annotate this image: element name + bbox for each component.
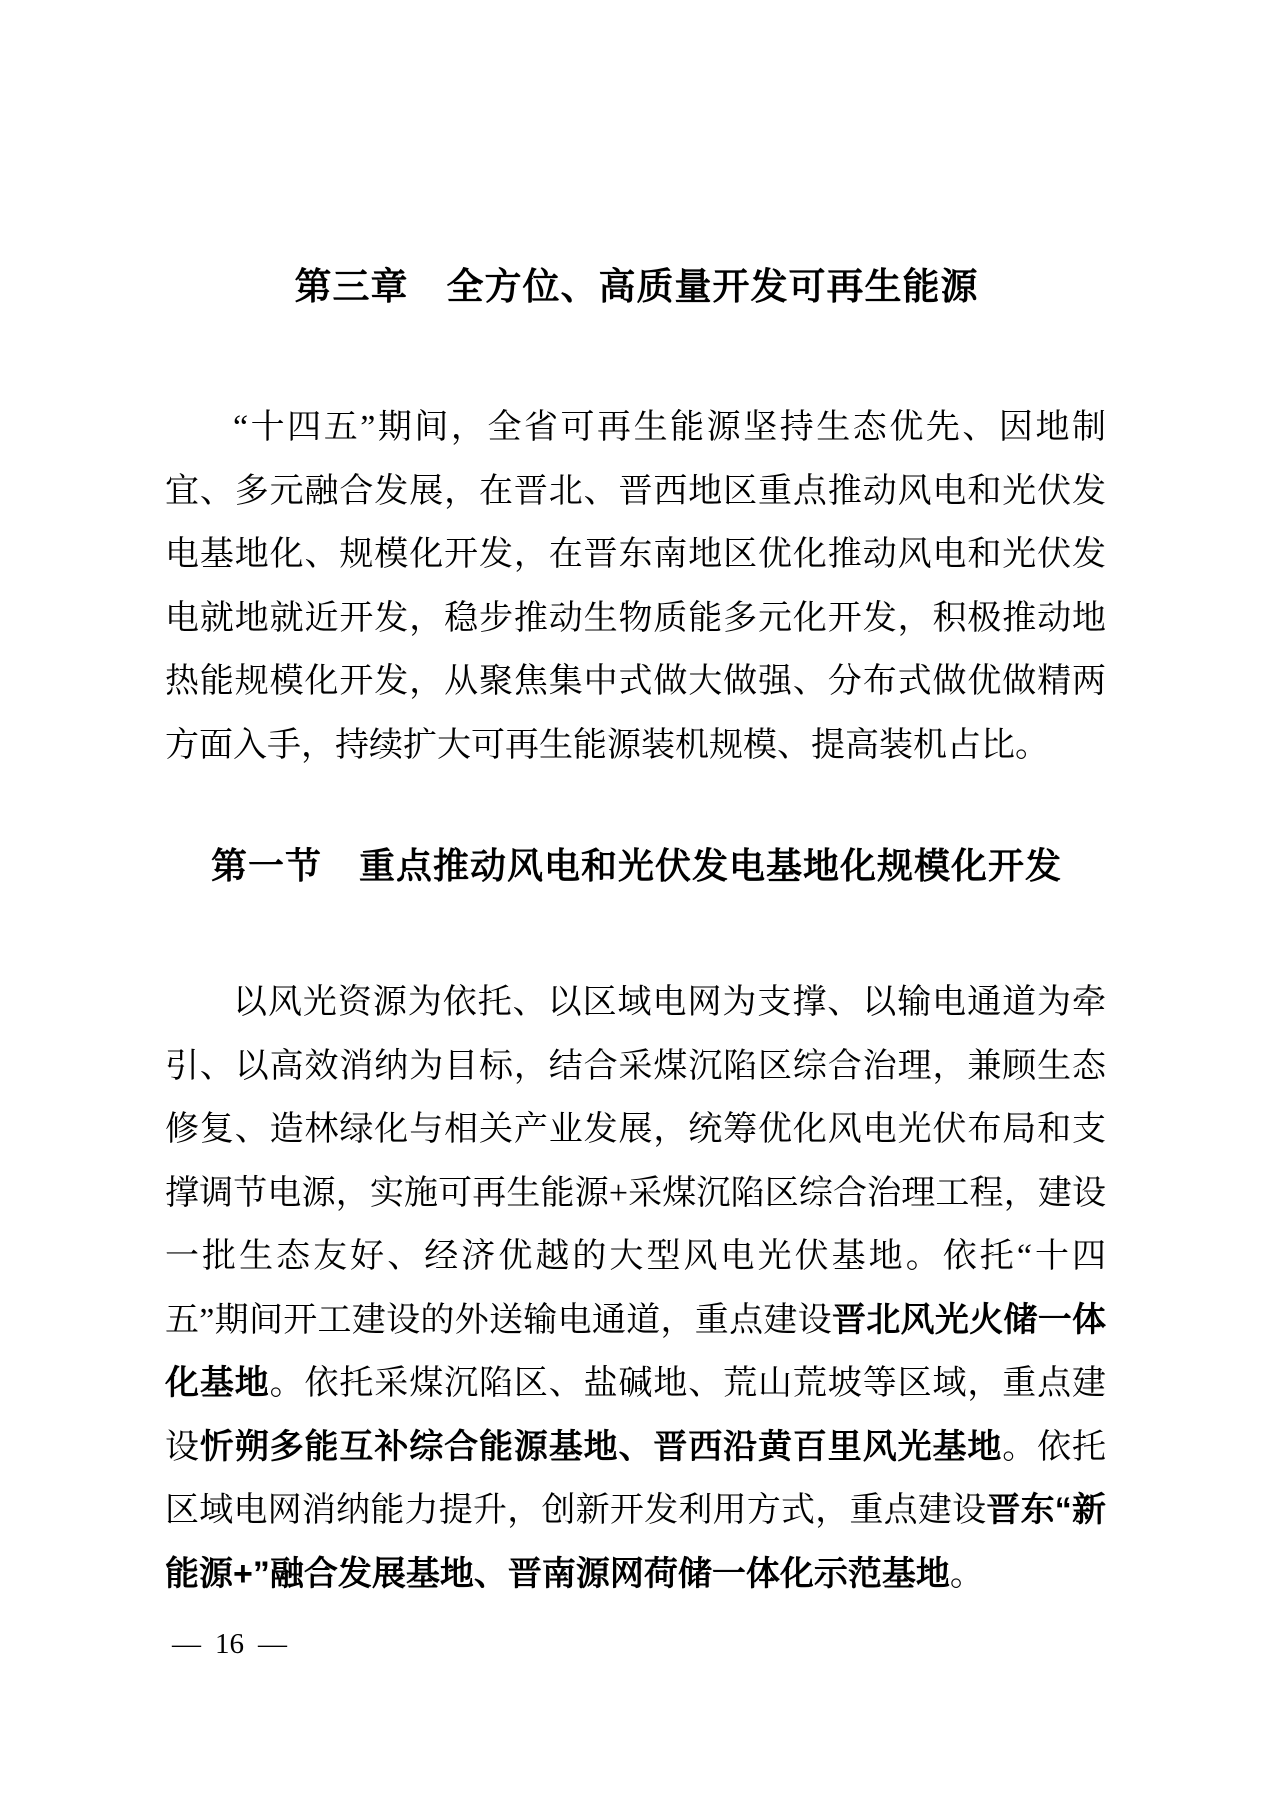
text-segment: 。依托区域电网消纳能力提升，创新开发利用方式，重点建设 xyxy=(165,1428,1107,1529)
chapter-heading: 第三章 全方位、高质量开发可再生能源 xyxy=(294,265,979,307)
body-paragraph xyxy=(165,971,1106,1606)
page-number: 16 xyxy=(215,1628,244,1660)
text-segment: 。依托采煤沉陷区、盐碱地、荒山荒坡等区域，重点建设 xyxy=(165,1365,1107,1466)
emphasized-text-segment: 晋东“新能源+”融合发展基地、晋南源网荷储一体化示范基地 xyxy=(165,1491,1107,1593)
text-segment: 。 xyxy=(949,1555,984,1593)
emphasized-text-segment: 晋北风光火储一体化基地 xyxy=(165,1300,1107,1402)
intro-paragraph: “十四五”期间，全省可再生能源坚持生态优先、因地制宜、多元融合发展，在晋北、晋西地区重点推动风电和光伏发电基地化、规模化开发，在晋东南地区优化推动风电和光伏发电就地就近开发，稳步推动生物质能多元化开发，积极推动地热能规模化开发，从聚焦集中式做大做强、分布式做优做精两方面入手，持续扩大可再生能源装机规模、提高装机占比。 xyxy=(165,409,1106,764)
footer-dash-left: — xyxy=(172,1628,201,1660)
footer-dash-right: — xyxy=(258,1628,287,1660)
page-footer xyxy=(172,1630,287,1659)
text-segment: 以风光资源为依托、以区域电网为支撑、以输电通道为牵引、以高效消纳为目标，结合采煤沉陷区综合治理，兼顾生态修复、造林绿化与相关产业发展，统筹优化风电光伏布局和支撑调节电源，实施可再生能源+采煤沉陷区综合治理工程，建设一批生态友好、经济优越的大型风电光伏基地。依托“十四五”期间开工建设的外送输电通道，重点建设 xyxy=(165,984,1106,1339)
emphasized-text-segment: 忻朔多能互补综合能源基地、晋西沿黄百里风光基地 xyxy=(199,1427,1003,1466)
section-heading: 第一节 重点推动风电和光伏发电基地化规模化开发 xyxy=(210,845,1062,886)
